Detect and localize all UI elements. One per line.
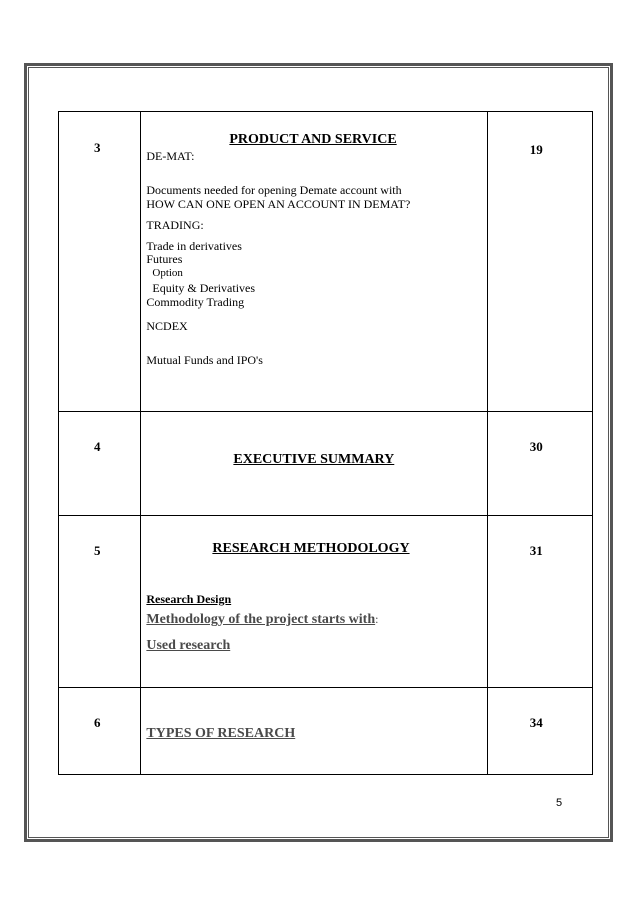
chapter-title: PRODUCT AND SERVICE [229,132,397,147]
list-item: DE-MAT: [146,149,195,163]
chapter-title: RESEARCH METHODOLOGY [212,541,410,556]
list-item: NCDEX [146,319,188,333]
list-item: Commodity Trading [146,295,245,309]
section-link: Used research [146,638,231,653]
list-item: Mutual Funds and IPO's [146,353,263,367]
methodology-text: Methodology of the project starts with [146,612,376,627]
page-reference: 19 [529,142,543,157]
chapter-number: 5 [94,543,101,558]
page-number: 5 [556,797,563,809]
list-item: Documents needed for opening Demate account with [146,183,402,197]
list-item: Equity & Derivatives [152,281,256,295]
page-reference: 30 [529,439,543,454]
chapter-title: EXECUTIVE SUMMARY [233,452,395,467]
list-item: Option [152,267,183,279]
list-item: Trade in derivatives [146,239,242,253]
table-row [59,412,593,516]
list-item: TRADING: [146,218,204,232]
chapter-number: 3 [94,140,101,155]
table-row [59,112,593,412]
table-row [59,516,593,688]
chapter-title: TYPES OF RESEARCH [146,726,296,741]
section-line [146,612,378,628]
section-link: Research Design [146,592,232,606]
list-item: HOW CAN ONE OPEN AN ACCOUNT IN DEMAT? [146,197,411,211]
chapter-number: 6 [94,715,101,730]
contents-table [58,111,593,775]
page-reference: 31 [529,543,543,558]
table-row [59,688,593,775]
chapter-number: 4 [94,439,101,454]
list-item: Futures [146,252,183,266]
page-reference: 34 [529,715,543,730]
colon: : [375,612,379,626]
